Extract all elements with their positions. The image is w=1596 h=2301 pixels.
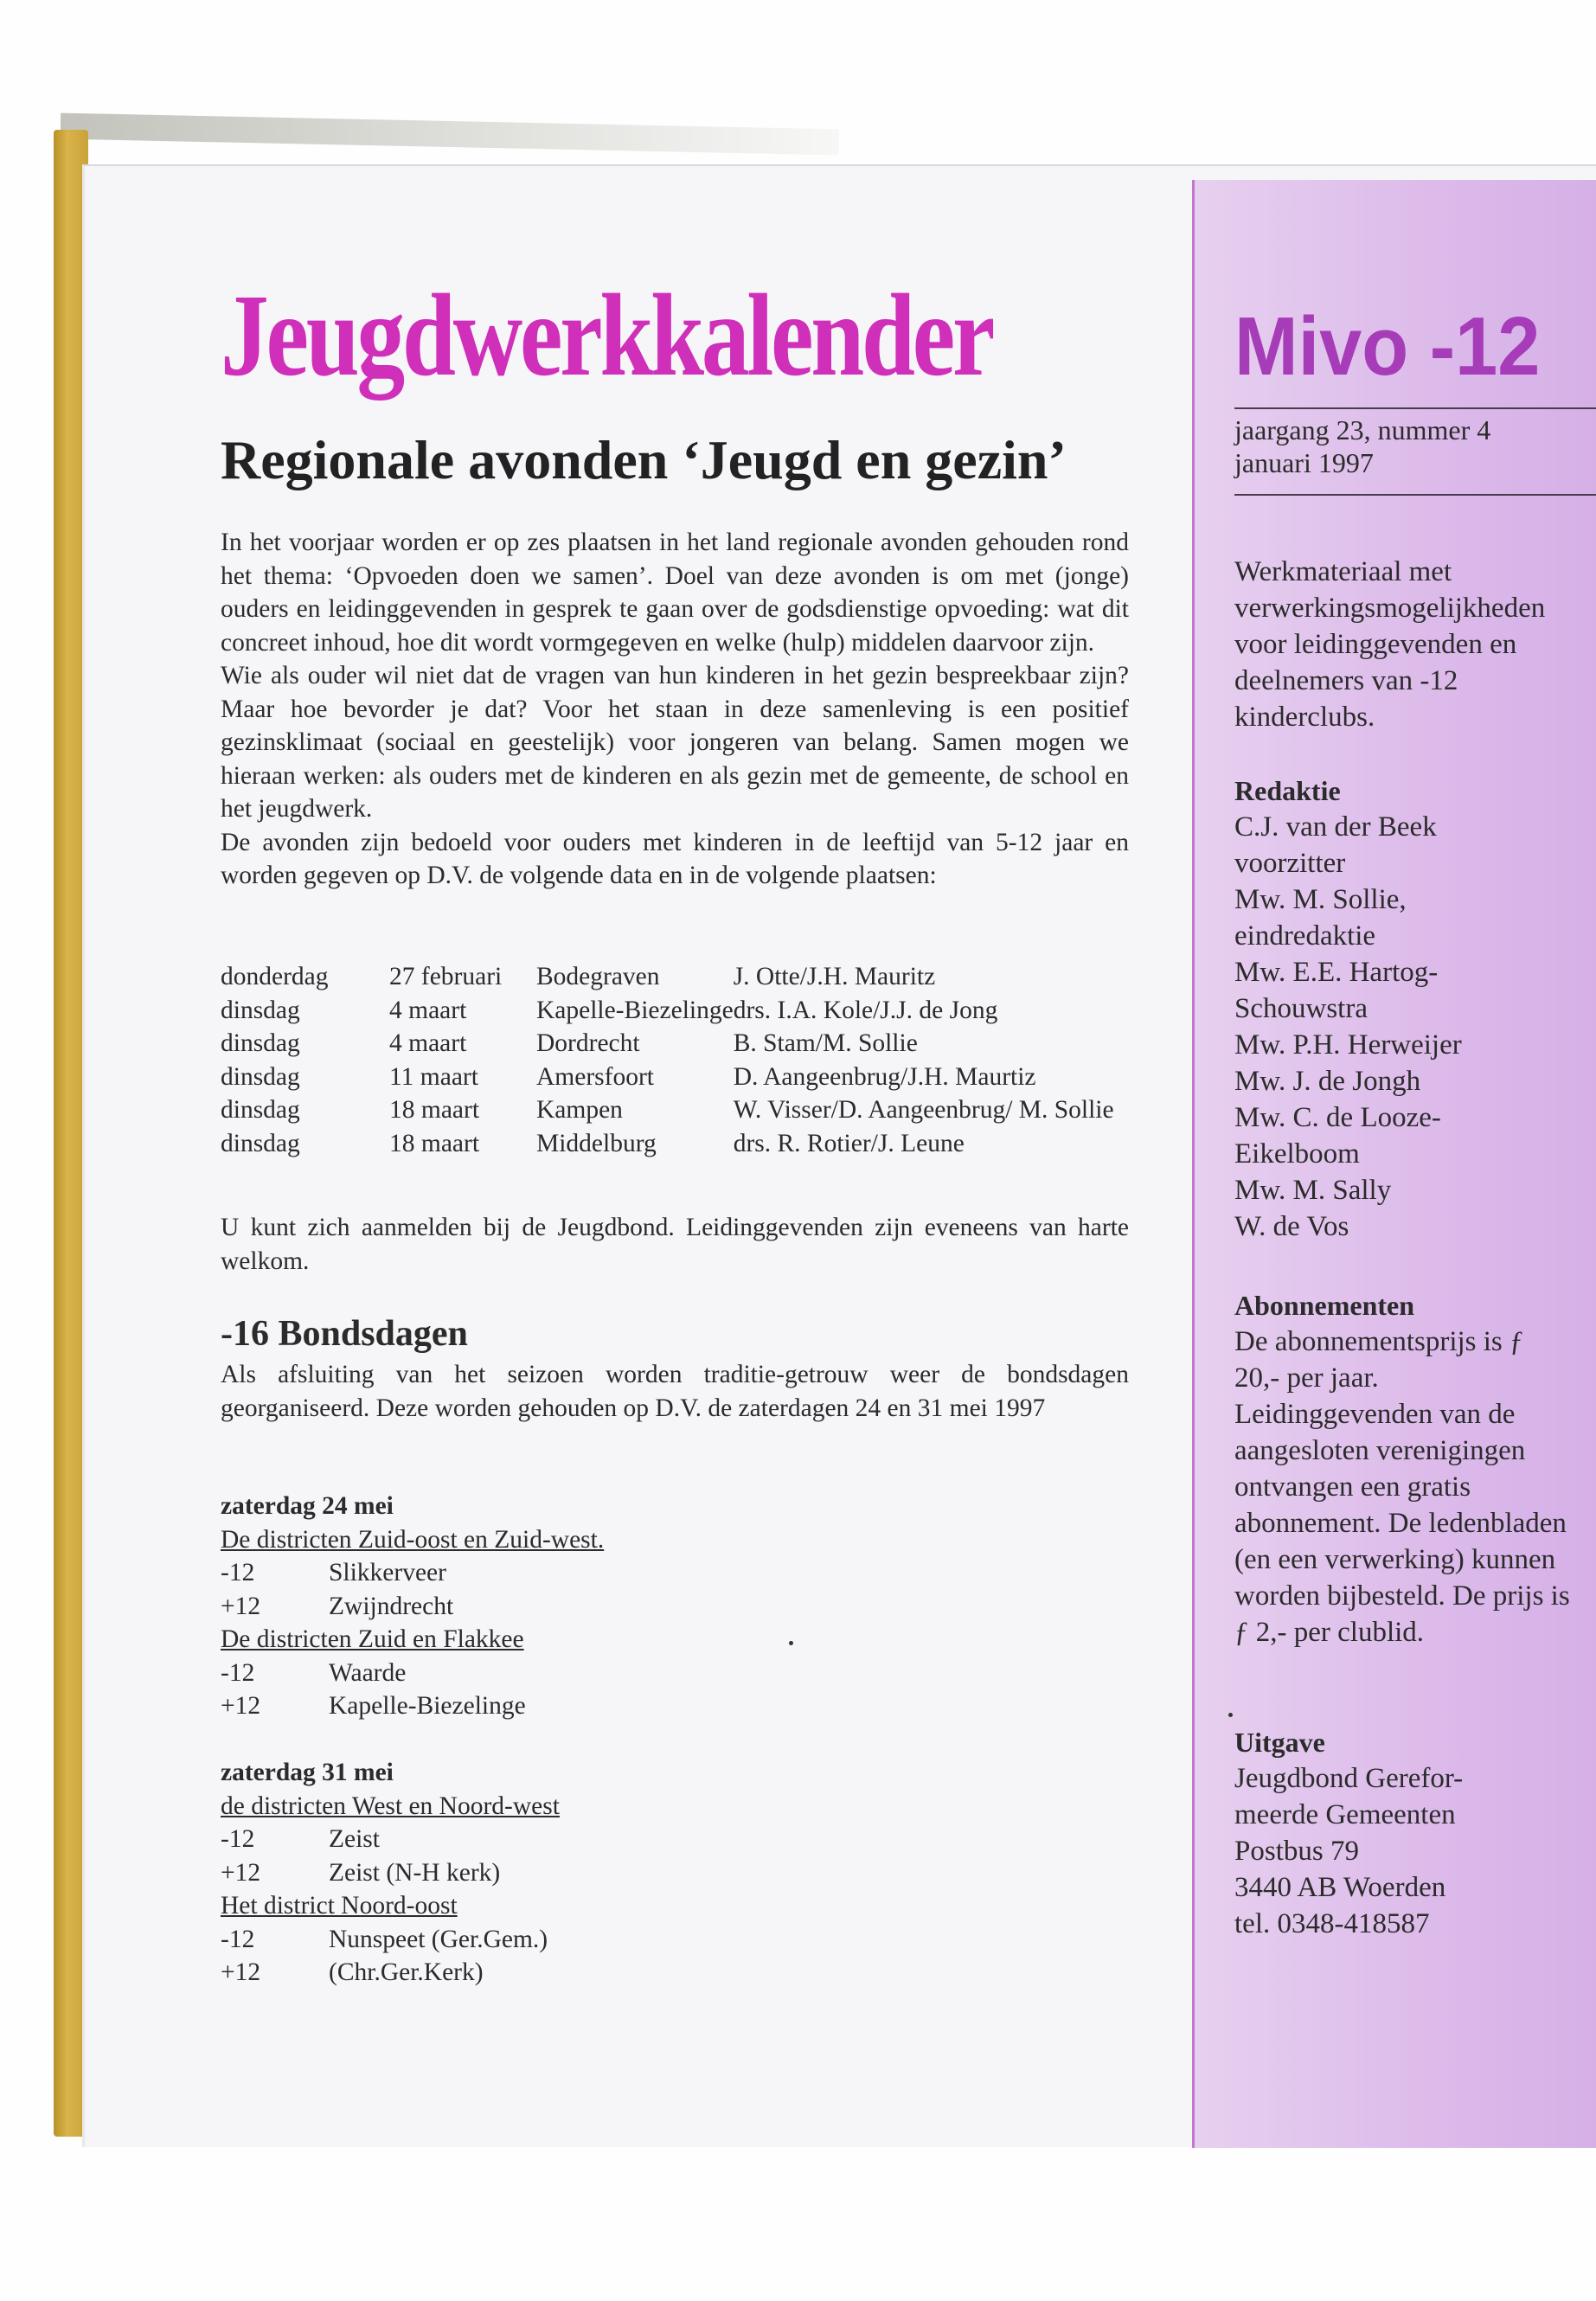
day-title: zaterdag 31 mei <box>221 1759 394 1786</box>
event-day: dinsdag <box>221 1062 300 1091</box>
location: Zwijndrecht <box>329 1592 454 1620</box>
signup-text: U kunt zich aanmelden bij de Jeugdbond. Leidinggevenden zijn eveneens van harte welkom. <box>221 1214 1129 1275</box>
subscription-block <box>1234 1287 1572 1650</box>
section-title: -16 Bondsdagen <box>221 1314 468 1354</box>
section-heading: Abonnementen <box>1234 1290 1415 1321</box>
editor-line: Mw. J. de Jongh <box>1234 1066 1421 1097</box>
section-heading: Uitgave <box>1234 1727 1325 1758</box>
table-row <box>221 1061 1114 1094</box>
stray-mark <box>789 1641 793 1645</box>
address-line: meerde Gemeenten <box>1234 1799 1456 1830</box>
district-heading: De districten Zuid-oost en Zuid-west. <box>221 1525 605 1554</box>
paragraph: Wie als ouder wil niet dat de vragen van hun kinderen in het gezin bespreekbaar zijn? Maar hoe bevorder je dat? Voor het staan in deze samenleving is een positief gezinsklimaat (sociaal en geestelijk) voor jongeren van belang. Samen mogen we hieraan werken: als ouders met de kinderen en als gezin met de gemeente, de school en het jeugdwerk. <box>221 662 1129 823</box>
list-item <box>221 1590 604 1624</box>
article-body <box>221 526 1129 893</box>
list-item <box>221 1856 560 1890</box>
section-heading: Redaktie <box>1234 775 1341 806</box>
event-speakers: drs. R. Rotier/J. Leune <box>733 1129 965 1157</box>
table-row <box>221 1027 1114 1061</box>
editor-list <box>1234 809 1462 1245</box>
address-line: tel. 0348-418587 <box>1234 1908 1430 1939</box>
editor-line: Mw. M. Sollie, <box>1234 884 1407 915</box>
editor-line: Mw. E.E. Hartog- <box>1234 957 1439 988</box>
event-speakers: W. Visser/D. Aangeenbrug/ M. Sollie <box>733 1096 1114 1124</box>
age-group: -12 <box>221 1559 255 1586</box>
magazine-description: Werkmateriaal met verwerkingsmogelijkheden voor leidinggevenden en deelnemers van -12 kinderclubs. <box>1234 556 1546 733</box>
event-date: 4 maart <box>389 1029 467 1057</box>
event-day: dinsdag <box>221 1129 300 1157</box>
address-line: Jeugdbond Gerefor- <box>1234 1763 1464 1794</box>
editor-line: voorzitter <box>1234 848 1346 879</box>
publisher-block <box>1234 1724 1463 1942</box>
age-group: +12 <box>221 1858 261 1887</box>
event-date: 18 maart <box>389 1096 480 1124</box>
events-table <box>221 960 1114 1160</box>
schedule-day <box>221 1756 560 1990</box>
location: Waarde <box>329 1658 407 1687</box>
age-group: +12 <box>221 1958 261 1986</box>
editor-line: C.J. van der Beek <box>1234 811 1437 843</box>
district-heading: de districten West en Noord-west <box>221 1791 560 1820</box>
age-group: +12 <box>221 1592 261 1620</box>
editor-line: Mw. P.H. Herweijer <box>1234 1029 1462 1061</box>
location: Zeist <box>329 1825 380 1853</box>
editor-line: Schouwstra <box>1234 993 1368 1024</box>
event-day: donderdag <box>221 963 329 990</box>
district-heading: De districten Zuid en Flakkee <box>221 1625 524 1653</box>
age-group: +12 <box>221 1692 261 1720</box>
editorial-block <box>1234 772 1462 1245</box>
location: Slikkerveer <box>329 1559 446 1586</box>
event-date: 27 februari <box>389 963 503 990</box>
event-speakers: B. Stam/M. Sollie <box>733 1029 918 1057</box>
page-title: Jeugdwerkkalender <box>221 271 993 401</box>
address-line: Postbus 79 <box>1234 1836 1359 1867</box>
publisher-address <box>1234 1760 1463 1942</box>
event-place: Kampen <box>536 1096 623 1124</box>
paragraph: De avonden zijn bedoeld voor ouders met kinderen in de leeftijd van 5-12 jaar en worden gegeven op D.V. de volgende data en in de volgende plaatsen: <box>221 828 1129 889</box>
list-item <box>221 1556 604 1590</box>
sidebar-colophon <box>1192 180 1596 2148</box>
article-subtitle: Regionale avonden ‘Jeugd en gezin’ <box>221 429 1067 490</box>
divider <box>1234 407 1596 409</box>
event-day: dinsdag <box>221 1029 300 1057</box>
editor-line: Mw. M. Sally <box>1234 1175 1392 1206</box>
editor-line: eindredaktie <box>1234 920 1376 952</box>
schedule-day <box>221 1490 604 1723</box>
paragraph: In het voorjaar worden er op zes plaatsen in het land regionale avonden gehouden rond het thema: ‘Opvoeden doen we samen’. Doel van deze avonden is om met (jonge) ouders en leidinggevenden in gesprek te gaan over de godsdienstige opvoeding: wat dit concreet inhoud, hoe dit wordt vormgegeven en welke (hulp) middelen daarvoor zijn. <box>221 529 1129 657</box>
stray-mark <box>1228 1713 1233 1717</box>
age-group: -12 <box>221 1925 255 1953</box>
event-speakers: D. Aangeenbrug/J.H. Maurtiz <box>733 1062 1036 1091</box>
table-row <box>221 994 1114 1028</box>
volume-line: jaargang 23, nummer 4 <box>1234 414 1491 445</box>
event-speakers: J. Otte/J.H. Mauritz <box>733 963 936 990</box>
event-day: dinsdag <box>221 996 300 1024</box>
age-group: -12 <box>221 1658 255 1687</box>
age-group: -12 <box>221 1825 255 1853</box>
event-day: dinsdag <box>221 1096 300 1124</box>
address-line: 3440 AB Woerden <box>1234 1872 1446 1903</box>
table-row <box>221 960 1114 994</box>
magazine-title: Mivo -12 <box>1234 300 1541 393</box>
list-item <box>221 1657 604 1690</box>
event-speakers: drs. I.A. Kole/J.J. de Jong <box>733 996 998 1024</box>
editor-line: Eikelboom <box>1234 1138 1360 1170</box>
event-place: Amersfoort <box>536 1062 654 1091</box>
event-place: Kapelle-Biezelinge <box>536 996 734 1024</box>
list-item <box>221 1923 560 1957</box>
location: (Chr.Ger.Kerk) <box>329 1958 484 1986</box>
editor-line: W. de Vos <box>1234 1211 1349 1242</box>
event-date: 11 maart <box>389 1062 478 1091</box>
section-text: Als afsluiting van het seizoen worden traditie-getrouw weer de bondsdagen georganiseerd. Deze worden gehouden op D.V. de zaterdagen 24 en 31 mei 1997 <box>221 1361 1129 1422</box>
date-line: januari 1997 <box>1234 447 1374 478</box>
district-heading: Het district Noord-oost <box>221 1892 458 1920</box>
editor-line: Mw. C. de Looze- <box>1234 1102 1441 1133</box>
event-date: 4 maart <box>389 996 467 1024</box>
event-place: Bodegraven <box>536 963 660 990</box>
event-place: Middelburg <box>536 1129 657 1157</box>
event-place: Dordrecht <box>536 1029 640 1057</box>
table-row <box>221 1127 1114 1161</box>
location: Kapelle-Biezelinge <box>329 1692 526 1720</box>
list-item <box>221 1823 560 1856</box>
issue-info <box>1234 413 1490 479</box>
location: Zeist (N-H kerk) <box>329 1858 501 1887</box>
subscription-text: De abonnementsprijs is ƒ 20,- per jaar. Leidinggevenden van de aangesloten verenigingen ontvangen een gratis abonnement. De ledenbladen (en een verwerking) kunnen worden bijbesteld. De prijs is ƒ 2,- per clublid. <box>1234 1326 1570 1648</box>
list-item <box>221 1689 604 1723</box>
table-row <box>221 1093 1114 1127</box>
event-date: 18 maart <box>389 1129 480 1157</box>
day-title: zaterdag 24 mei <box>221 1492 394 1520</box>
location: Nunspeet (Ger.Gem.) <box>329 1925 548 1953</box>
divider <box>1234 494 1596 496</box>
list-item <box>221 1956 560 1990</box>
